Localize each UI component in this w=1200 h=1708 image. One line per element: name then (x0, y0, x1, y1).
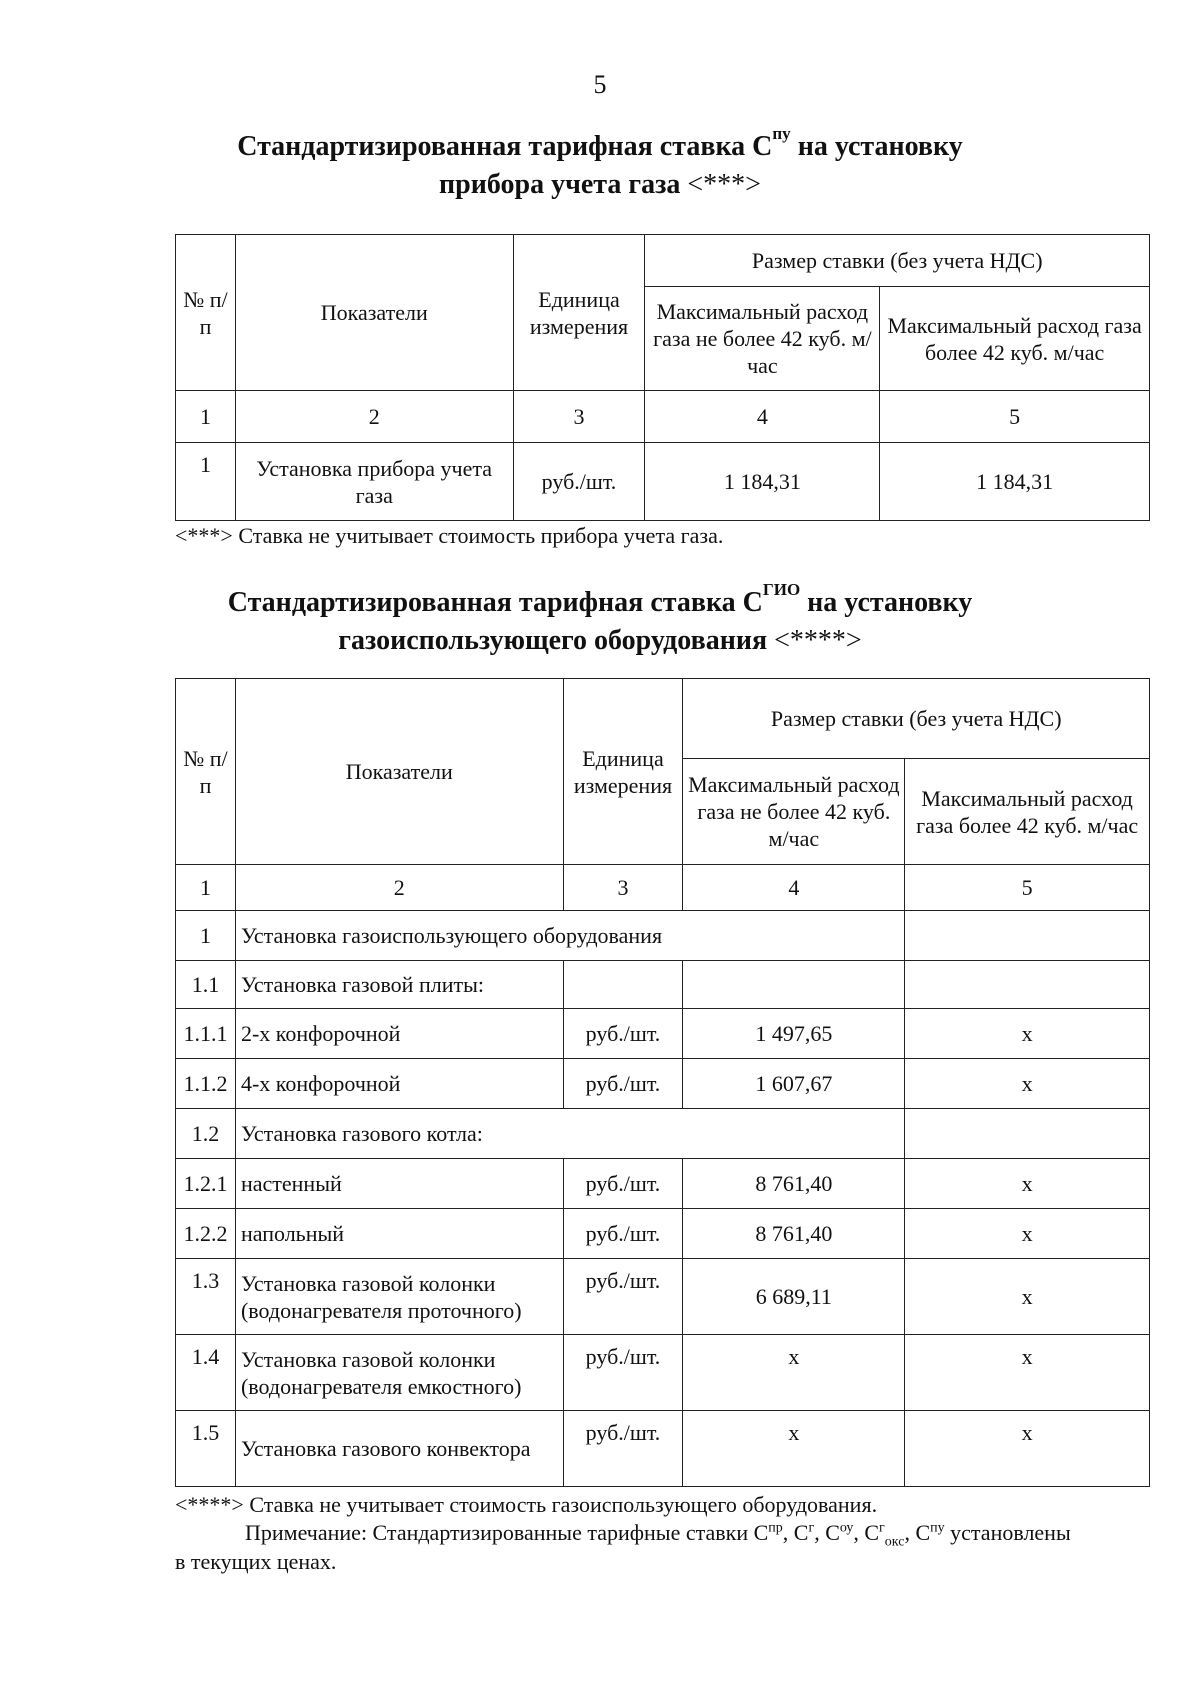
table-cell: 1.1 (176, 961, 236, 1009)
table-cell: 4-х конфорочной (235, 1059, 563, 1109)
table-meter-installation (175, 234, 1150, 521)
section2-title: Стандартизированная тарифная ставка $С^{ГИО}$ на установку газоиспользующего оборудования <****> (227, 580, 973, 656)
header-num: № п/п (176, 235, 236, 391)
header-indicator: Показатели (235, 235, 513, 391)
table-cell: 2-х конфорочной (235, 1009, 563, 1059)
table-cell: 1.1.1 (176, 1009, 236, 1059)
table-cell: руб./шт. (513, 443, 645, 521)
footnote-1: <***> Ставка не учитывает стоимость прибора учета газа. (175, 523, 724, 548)
header-unit: Единица измерения (513, 235, 645, 391)
table-cell: руб./шт. (563, 1009, 683, 1059)
table-cell: 1 607,67 (683, 1059, 905, 1109)
table-cell: х (905, 1209, 1150, 1259)
table-row (176, 1411, 1150, 1487)
note-block: Примечание: Стандартизированные тарифные ставки $С^{пр}$, $С^г$, $С^{оу}$, $С^г_{окс}$, $С^{пу}$ установлены в текущих ценах. (175, 1520, 1071, 1575)
header-unit: Единица измерения (563, 679, 683, 865)
table-cell: х (905, 1059, 1150, 1109)
header-max-gt: Максимальный расход газа более 42 куб. м/час (880, 287, 1150, 391)
table-cell: 1.2.1 (176, 1159, 236, 1209)
table-cell (905, 961, 1150, 1009)
table-cell: Установка газового конвектора (235, 1411, 563, 1487)
table-cell: 6 689,11 (683, 1259, 905, 1335)
table-cell: х (683, 1411, 905, 1487)
table-cell: 1.5 (176, 1411, 236, 1487)
table-cell: 8 761,40 (683, 1209, 905, 1259)
table-cell: 1 184,31 (880, 443, 1150, 521)
table-cell: 5 (880, 391, 1150, 443)
header-max-gt: Максимальный расход газа более 42 куб. м/час (905, 759, 1150, 865)
table-cell: Установка прибора учета газа (235, 443, 513, 521)
table-cell: руб./шт. (563, 1259, 683, 1335)
table-cell: х (905, 1411, 1150, 1487)
table-cell: 1 184,31 (645, 443, 880, 521)
table-cell: 5 (905, 865, 1150, 911)
table-cell: х (905, 1259, 1150, 1335)
table-row (176, 1209, 1150, 1259)
table-cell: 1.2 (176, 1109, 236, 1159)
header-rate-group: Размер ставки (без учета НДС) (645, 235, 1150, 287)
table-cell (905, 911, 1150, 961)
table-row (176, 1009, 1150, 1059)
table-cell: руб./шт. (563, 1159, 683, 1209)
table-row (176, 443, 1150, 521)
table-cell: руб./шт. (563, 1335, 683, 1411)
table-cell: настенный (235, 1159, 563, 1209)
header-max-le: Максимальный расход газа не более 42 куб. м/час (683, 759, 905, 865)
column-number-row (176, 865, 1150, 911)
table-row (176, 1259, 1150, 1335)
table-cell: 1.3 (176, 1259, 236, 1335)
table-row (176, 961, 1150, 1009)
table-row (176, 1335, 1150, 1411)
table-cell: 2 (235, 391, 513, 443)
table-cell (563, 961, 683, 1009)
page-number: 5 (593, 70, 607, 99)
header-max-le: Максимальный расход газа не более 42 куб. м/час (645, 287, 880, 391)
table-row (176, 1059, 1150, 1109)
column-number-row (176, 391, 1150, 443)
table-cell: х (905, 1335, 1150, 1411)
table-row (176, 1109, 1150, 1159)
table-cell: 4 (645, 391, 880, 443)
table-cell: 1 (176, 911, 236, 961)
table-equipment-installation (175, 678, 1150, 1487)
table-row (176, 911, 1150, 961)
table-cell: руб./шт. (563, 1209, 683, 1259)
table-cell: 1.1.2 (176, 1059, 236, 1109)
table-cell: 4 (683, 865, 905, 911)
table-cell: 1 (176, 391, 236, 443)
table-cell: 1 (176, 443, 236, 521)
table-cell: х (905, 1159, 1150, 1209)
table-cell (905, 1109, 1150, 1159)
table-cell: Установка газовой колонки (водонагревателя емкостного) (235, 1335, 563, 1411)
header-rate-group: Размер ставки (без учета НДС) (683, 679, 1150, 759)
table-cell: руб./шт. (563, 1411, 683, 1487)
header-num: № п/п (176, 679, 236, 865)
table-cell: Установка газовой плиты: (235, 961, 563, 1009)
table-cell: 1.2.2 (176, 1209, 236, 1259)
table-cell: х (905, 1009, 1150, 1059)
section1-title: Стандартизированная тарифная ставка $С^{пу}$ на установку прибора учета газа <***> (237, 124, 963, 200)
table-cell: 3 (563, 865, 683, 911)
table-cell: Установка газоиспользующего оборудования (235, 911, 904, 961)
table-cell: руб./шт. (563, 1059, 683, 1109)
table-cell: Установка газовой колонки (водонагревателя проточного) (235, 1259, 563, 1335)
table-cell: 3 (513, 391, 645, 443)
table-cell (683, 961, 905, 1009)
table-row (176, 1159, 1150, 1209)
table-cell: 1 (176, 865, 236, 911)
header-indicator: Показатели (235, 679, 563, 865)
table-cell: 8 761,40 (683, 1159, 905, 1209)
table-cell: 1 497,65 (683, 1009, 905, 1059)
table-cell: 2 (235, 865, 563, 911)
table-cell: напольный (235, 1209, 563, 1259)
footnote-2: <****> Ставка не учитывает стоимость газоиспользующего оборудования. (175, 1492, 878, 1517)
table-cell: Установка газового котла: (235, 1109, 904, 1159)
table-cell: х (683, 1335, 905, 1411)
table-cell: 1.4 (176, 1335, 236, 1411)
